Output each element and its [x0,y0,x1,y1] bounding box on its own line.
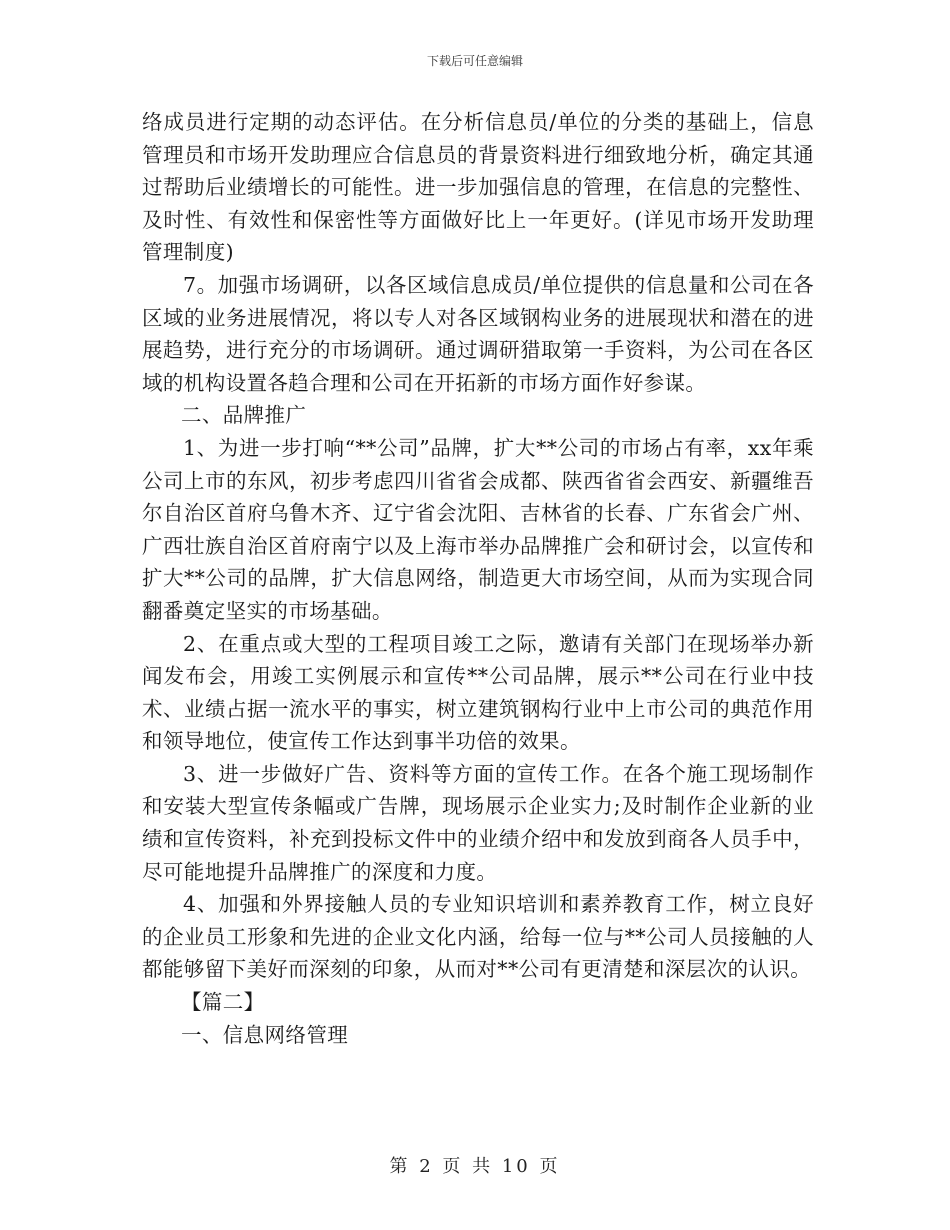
section-heading-brand-promotion: 二、品牌推广 [180,403,307,428]
paragraph-brand-1: 1、为进一步打响“**公司”品牌，扩大**公司的市场占有率，xx年乘公司上市的东风，初步考虑四川省省会成都、陕西省省会西安、新疆维吾尔自治区首府乌鲁木齐、辽宁省会沈阳、吉林省的长春、广东省会广州、广西壮族自治区首府南宁以及上海市举办品牌推广会和研讨会，以宣传和扩大**公司的品牌，扩大信息网络，制造更大市场空间，从而为实现合同翻番奠定坚实的市场基础。 [142,435,814,623]
page-number-footer: 第 2 页 共 10 页 [389,1156,561,1177]
paragraph-continued: 络成员进行定期的动态评估。在分析信息员/单位的分类的基础上，信息管理员和市场开发助理应合信息员的背景资料进行细致地分析，确定其通过帮助后业绩增长的可能性。进一步加强信息的管理，在信息的完整性、及时性、有效性和保密性等方面做好比上一年更好。(详见市场开发助理管理制度) [142,110,814,265]
paragraph-brand-4: 4、加强和外界接触人员的专业知识培训和素养教育工作，树立良好的企业员工形象和先进的企业文化内涵，给每一位与**公司人员接触的人都能够留下美好而深刻的印象，从而对**公司有更清楚和深层次的认识。 [142,892,814,982]
section-heading-info-network: 一、信息网络管理 [180,1022,349,1047]
paragraph-brand-2: 2、在重点或大型的工程项目竣工之际，邀请有关部门在现场举办新闻发布会，用竣工实例展示和宣传**公司品牌，展示**公司在行业中技术、业绩占据一流水平的事实，树立建筑钢构行业中上市公司的典范作用和领导地位，使宣传工作达到事半功倍的效果。 [142,631,814,754]
paragraph-market-research: 7。加强市场调研，以各区域信息成员/单位提供的信息量和公司在各区域的业务进展情况，将以专人对各区域钢构业务的进展现状和潜在的进展趋势，进行充分的市场调研。通过调研猎取第一手资料，为公司在各区域的机构设置各趋合理和公司在开拓新的市场方面作好参谋。 [142,272,814,395]
document-body [142,106,814,1051]
paragraph-brand-3: 3、进一步做好广告、资料等方面的宣传工作。在各个施工现场制作和安装大型宣传条幅或广告牌，现场展示企业实力;及时制作企业新的业绩和宣传资料，补充到投标文件中的业绩介绍中和发放到商各人员手中，尽可能地提升品牌推广的深度和力度。 [142,761,814,884]
section-heading-part-two: 【篇二】 [180,990,265,1015]
page-header: 下载后可任意编辑 [426,54,523,68]
